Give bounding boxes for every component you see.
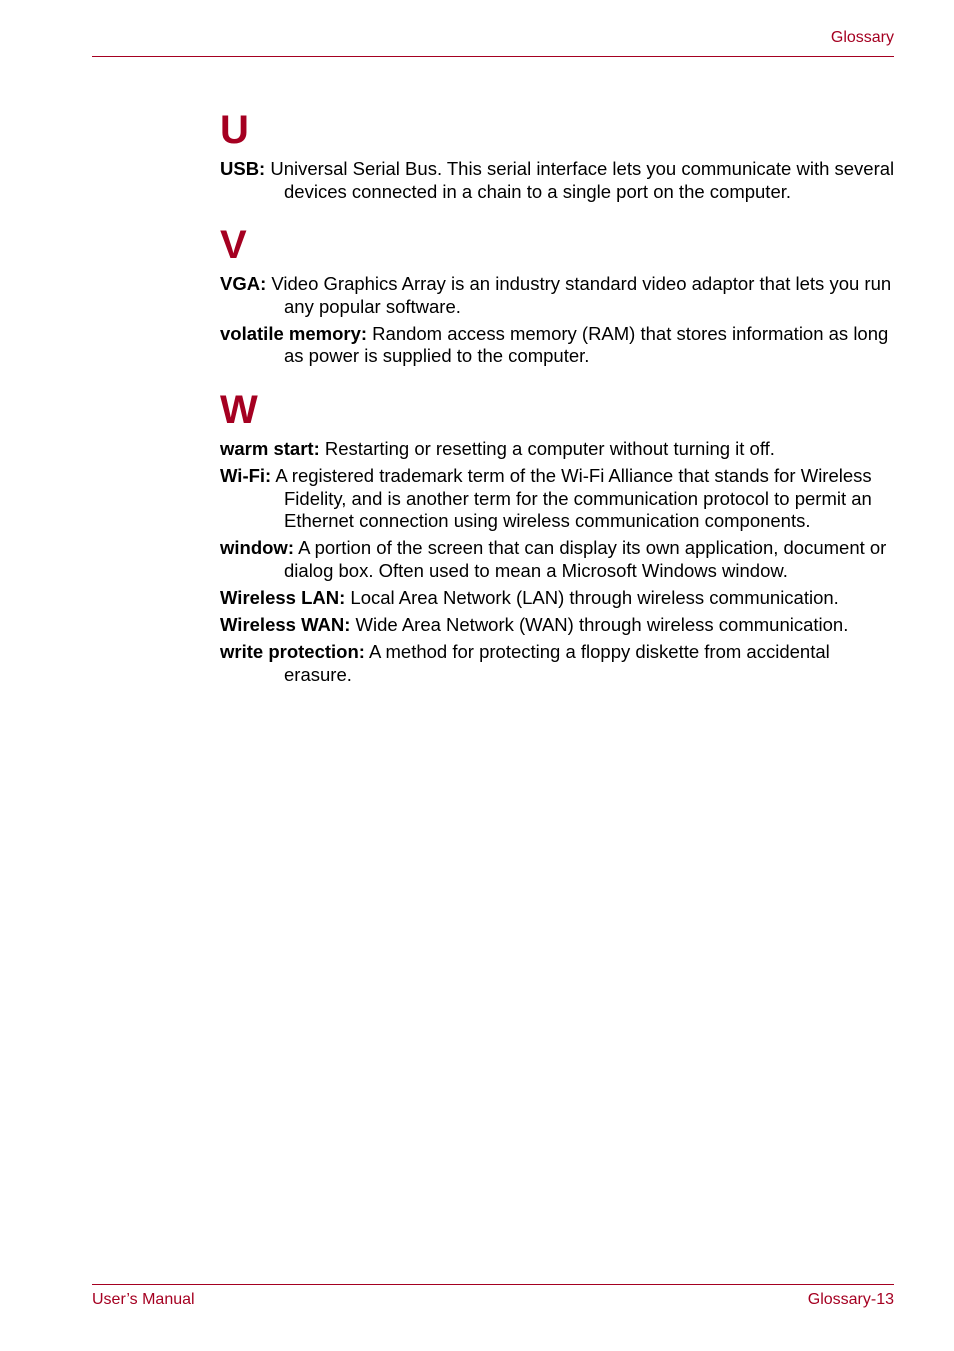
section-letter: U bbox=[220, 108, 249, 152]
glossary-term: write protection: bbox=[220, 641, 365, 663]
glossary-section-w bbox=[220, 386, 900, 686]
glossary-entry bbox=[220, 273, 900, 318]
footer-manual-title: User’s Manual bbox=[92, 1291, 195, 1308]
glossary-term: volatile memory: bbox=[220, 322, 368, 344]
glossary-entry bbox=[220, 465, 900, 533]
glossary-definition: A portion of the screen that can display its own application, document or dialog box. Often used to mean a Microsoft Windows window. bbox=[284, 537, 887, 582]
glossary-definition: A method for protecting a floppy diskette from accidental erasure. bbox=[284, 641, 830, 685]
section-letter: V bbox=[220, 223, 247, 268]
glossary-entry bbox=[220, 614, 900, 637]
header-rule bbox=[92, 56, 894, 57]
glossary-term: USB: bbox=[220, 158, 266, 179]
running-header: Glossary bbox=[830, 29, 894, 46]
glossary-section-u bbox=[220, 106, 900, 203]
glossary-definition: Restarting or resetting a computer without turning it off. bbox=[324, 438, 775, 460]
page-number: Glossary-13 bbox=[807, 1291, 894, 1308]
glossary-term: warm start: bbox=[220, 438, 320, 460]
footer-rule bbox=[92, 1284, 894, 1285]
glossary-entry bbox=[220, 537, 900, 582]
glossary-definition: Universal Serial Bus. This serial interface lets you communicate with several devices connected in a chain to a single port on the computer. bbox=[270, 158, 895, 202]
glossary-entry bbox=[220, 587, 900, 610]
glossary-entry bbox=[220, 438, 900, 461]
glossary-term: window: bbox=[220, 537, 294, 559]
glossary-section-v bbox=[220, 221, 900, 368]
glossary-entry bbox=[220, 158, 900, 203]
section-letter: W bbox=[220, 388, 258, 433]
glossary-definition: Local Area Network (LAN) through wireless communication. bbox=[350, 587, 839, 609]
glossary-definition: Video Graphics Array is an industry standard video adaptor that lets you run any popular software. bbox=[271, 273, 892, 317]
glossary-definition: A registered trademark term of the Wi-Fi Alliance that stands for Wireless Fidelity, and is another term for the communication protocol to permit an Ethernet connection using wireless communication components. bbox=[275, 465, 872, 532]
glossary-term: Wireless LAN: bbox=[220, 587, 346, 609]
glossary-definition: Random access memory (RAM) that stores information as long as power is supplied to the computer. bbox=[284, 322, 889, 367]
glossary-term: Wireless WAN: bbox=[220, 614, 351, 636]
glossary-definition: Wide Area Network (WAN) through wireless communication. bbox=[355, 614, 849, 636]
glossary-content bbox=[220, 106, 900, 691]
glossary-term: VGA: bbox=[220, 273, 267, 295]
glossary-term: Wi-Fi: bbox=[220, 465, 272, 487]
glossary-entry bbox=[220, 641, 900, 686]
glossary-entry bbox=[220, 323, 900, 368]
